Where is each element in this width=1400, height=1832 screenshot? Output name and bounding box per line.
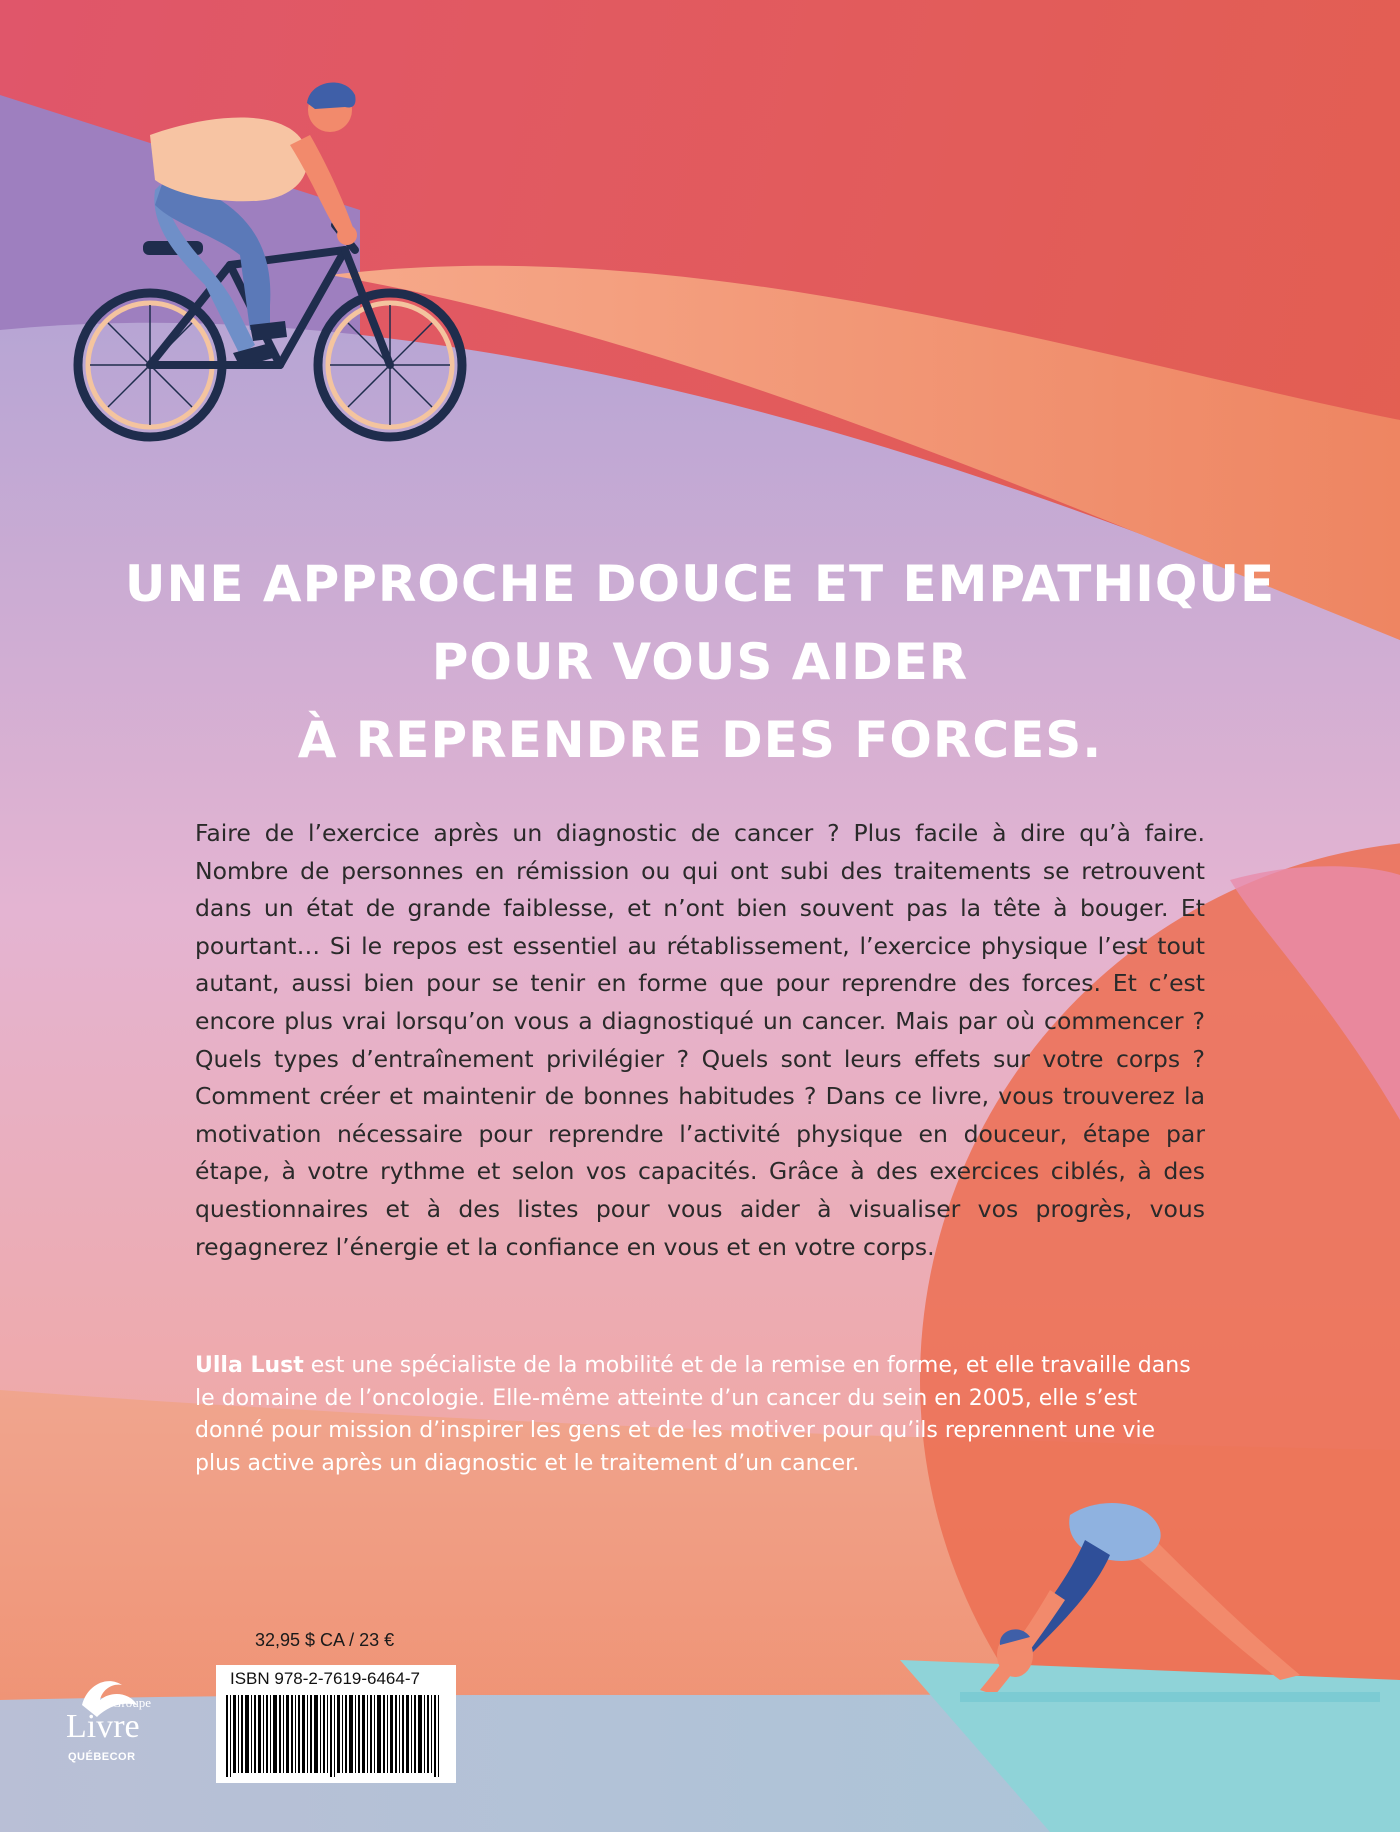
author-bio (195, 1350, 1205, 1480)
barcode-icon (226, 1695, 446, 1777)
author-bio-text: est une spécialiste de la mobilité et de la remise en forme, et elle travaille dans le domaine de l’oncologie. Elle-même atteinte d’un cancer du sein en 2005, elle s’est donné pour mission d’inspirer les gens et de les motiver pour qu’ils reprennent une vie plus active après un diagnostic et le traitement d’un cancer. (195, 1353, 1191, 1476)
publisher-quebecor: QUÉBECOR (68, 1751, 136, 1763)
barcode-box (216, 1665, 456, 1783)
book-description: Faire de l’exercice après un diagnostic de cancer ? Plus facile à dire qu’à faire. Nombre de personnes en rémission ou qui ont subi des traitements se retrouvent dans un état de grande faiblesse, et n’ont bien souvent pas la tête à bouger. Et pourtant… Si le repos est essentiel au rétablissement, l’exercice physique l’est tout autant, aussi bien pour se tenir en forme que pour reprendre des forces. Et c’est encore plus vrai lorsqu’on vous a diagnostiqué un cancer. Mais par où commencer ? Quels types d’entraînement privilégier ? Quels sont leurs effets sur votre corps ? Comment créer et maintenir de bonnes habitudes ? Dans ce livre, vous trouverez la motivation nécessaire pour reprendre l’activité physique en douceur, étape par étape, à votre rythme et selon vos capacités. Grâce à des exercices ciblés, à des questionnaires et à des listes pour vous aider à visualiser vos progrès, vous regagnerez l’énergie et la confiance en vous et en votre corps. (195, 819, 1205, 1261)
isbn-number: ISBN 978-2-7619-6464-7 (230, 1669, 420, 1688)
author-name: Ulla Lust (195, 1353, 304, 1378)
publisher-group: Groupe (112, 1695, 151, 1710)
headline-line-1: UNE APPROCHE DOUCE ET EMPATHIQUE (124, 555, 1276, 613)
headline (60, 545, 1340, 779)
headline-line-3: À REPRENDRE DES FORCES. (297, 711, 1103, 769)
downward-dog-illustration (960, 1495, 1380, 1705)
publisher-logo (52, 1665, 172, 1785)
cyclist-illustration (55, 75, 495, 455)
headline-line-2: POUR VOUS AIDER (431, 633, 969, 691)
publisher-livre: Livre (66, 1708, 140, 1745)
price-label: 32,95 $ CA / 23 € (255, 1630, 395, 1650)
